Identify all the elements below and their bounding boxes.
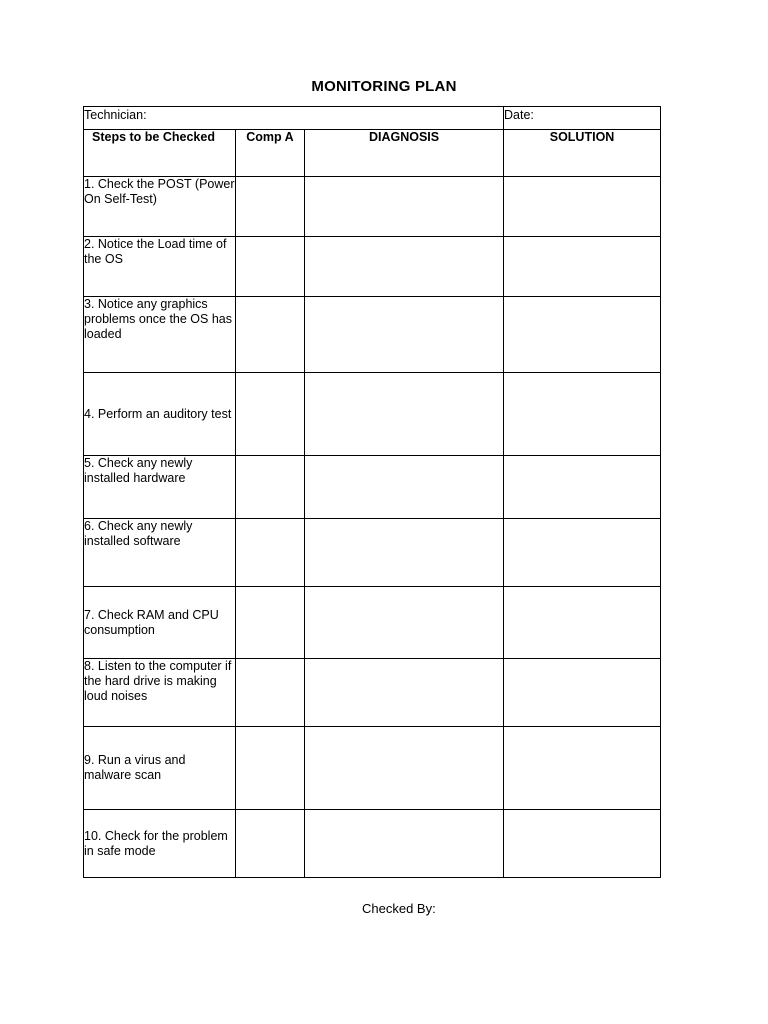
date-label: Date:: [504, 108, 534, 122]
info-row: [84, 107, 661, 130]
comp-a-cell[interactable]: [236, 587, 305, 659]
table-row: [84, 519, 661, 587]
technician-field[interactable]: [84, 107, 504, 130]
solution-cell[interactable]: [504, 727, 661, 810]
diagnosis-cell[interactable]: [305, 237, 504, 297]
table-header-row: [84, 130, 661, 177]
comp-a-cell[interactable]: [236, 456, 305, 519]
header-steps: Steps to be Checked: [84, 130, 236, 177]
table-row: [84, 237, 661, 297]
step-cell: 3. Notice any graphics problems once the OS has loaded: [84, 297, 236, 373]
comp-a-cell[interactable]: [236, 297, 305, 373]
solution-cell[interactable]: [504, 659, 661, 727]
table-row: [84, 587, 661, 659]
page-title: MONITORING PLAN: [311, 78, 457, 95]
solution-cell[interactable]: [504, 297, 661, 373]
table-row: [84, 373, 661, 456]
comp-a-cell[interactable]: [236, 237, 305, 297]
header-comp-a: Comp A: [236, 130, 305, 177]
diagnosis-cell[interactable]: [305, 659, 504, 727]
diagnosis-cell[interactable]: [305, 456, 504, 519]
solution-cell[interactable]: [504, 456, 661, 519]
table-row: [84, 659, 661, 727]
table-row: [84, 727, 661, 810]
step-cell: 7. Check RAM and CPU consumption: [84, 587, 236, 659]
date-field[interactable]: [504, 107, 661, 130]
comp-a-cell[interactable]: [236, 373, 305, 456]
comp-a-cell[interactable]: [236, 177, 305, 237]
step-cell: 8. Listen to the computer if the hard drive is making loud noises: [84, 659, 236, 727]
diagnosis-cell[interactable]: [305, 587, 504, 659]
step-rows: [84, 177, 661, 878]
monitoring-plan-table: [83, 106, 661, 878]
header-solution: SOLUTION: [504, 130, 661, 177]
solution-cell[interactable]: [504, 810, 661, 878]
diagnosis-cell[interactable]: [305, 373, 504, 456]
step-cell: 9. Run a virus and malware scan: [84, 727, 236, 810]
comp-a-cell[interactable]: [236, 519, 305, 587]
solution-cell[interactable]: [504, 373, 661, 456]
diagnosis-cell[interactable]: [305, 519, 504, 587]
table-row: [84, 177, 661, 237]
solution-cell[interactable]: [504, 177, 661, 237]
comp-a-cell[interactable]: [236, 810, 305, 878]
step-cell: 1. Check the POST (Power On Self-Test): [84, 177, 236, 237]
diagnosis-cell[interactable]: [305, 727, 504, 810]
table-row: [84, 297, 661, 373]
step-cell: 2. Notice the Load time of the OS: [84, 237, 236, 297]
table-row: [84, 456, 661, 519]
solution-cell[interactable]: [504, 237, 661, 297]
header-diagnosis: DIAGNOSIS: [305, 130, 504, 177]
diagnosis-cell[interactable]: [305, 297, 504, 373]
checked-by-label: Checked By:: [362, 901, 436, 916]
solution-cell[interactable]: [504, 587, 661, 659]
step-cell: 5. Check any newly installed hardware: [84, 456, 236, 519]
technician-label: Technician:: [84, 108, 147, 122]
comp-a-cell[interactable]: [236, 659, 305, 727]
step-cell: 10. Check for the problem in safe mode: [84, 810, 236, 878]
diagnosis-cell[interactable]: [305, 177, 504, 237]
table-row: [84, 810, 661, 878]
comp-a-cell[interactable]: [236, 727, 305, 810]
step-cell: 4. Perform an auditory test: [84, 373, 236, 456]
step-cell: 6. Check any newly installed software: [84, 519, 236, 587]
diagnosis-cell[interactable]: [305, 810, 504, 878]
solution-cell[interactable]: [504, 519, 661, 587]
